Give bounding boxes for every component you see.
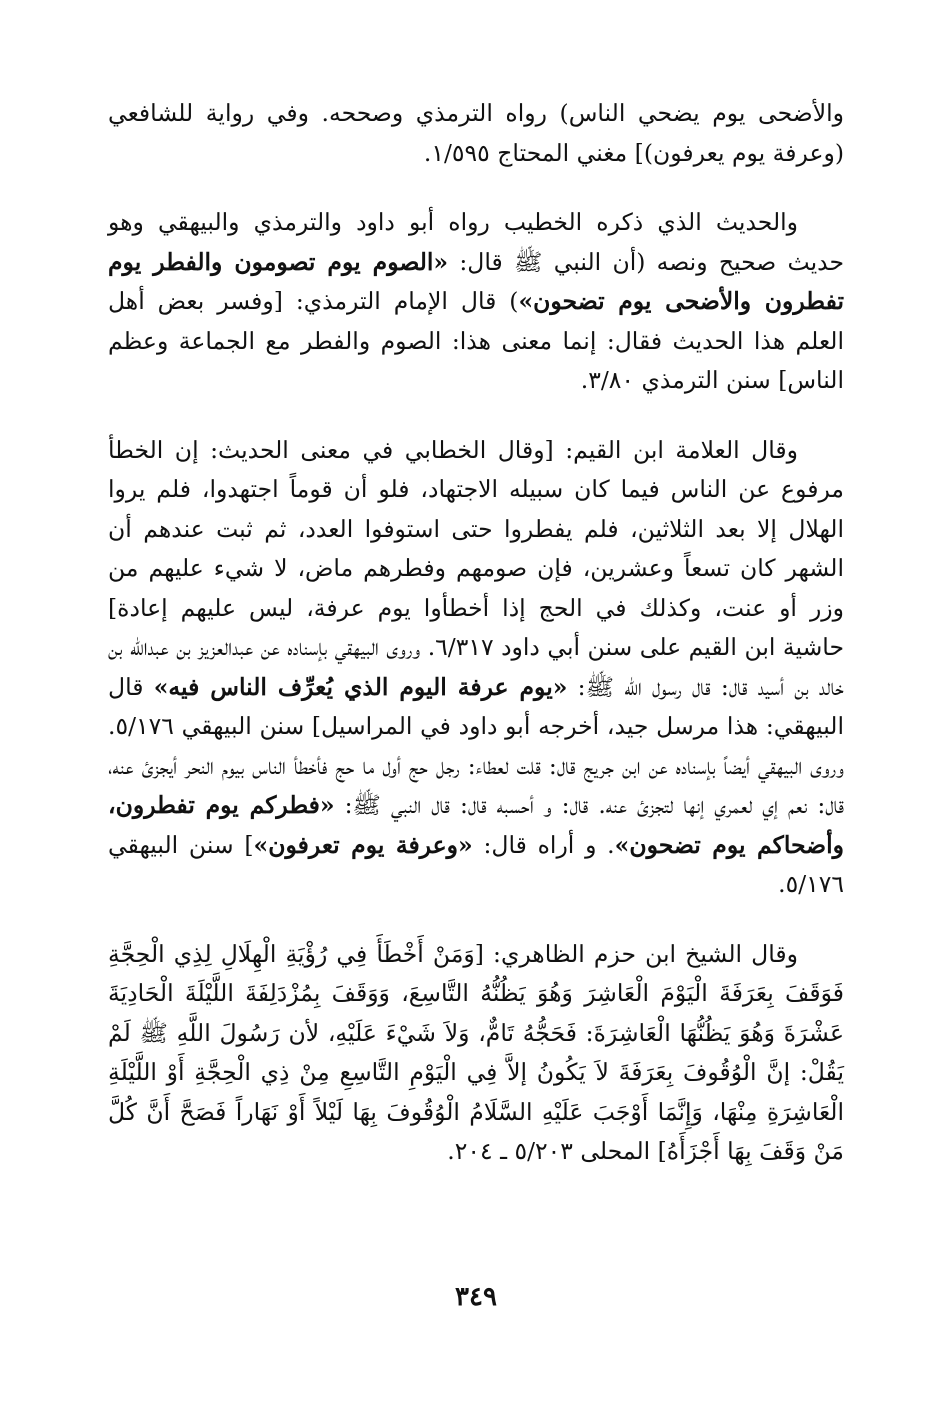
body-text: قال البيهقي: هذا مرسل جيد، أخرجه أبو داود في المراسيل] سنن البيهقي ٥/١٧٦. وروى البيهقي أيضاً بإسناده عن ابن جريج قال: قلت لعطاء: رجل حج أول ما حج فأخطأ الناس بيوم النحر أيجزئ عنه، قال: نعم إي لعمري إنها لتجزئ عنه. قال: و أحسبه قال: قال النبي ﷺ: bbox=[108, 672, 844, 819]
paragraph-3 bbox=[108, 431, 844, 905]
body-text: ] سنن البيهقي ٥/١٧٦. bbox=[108, 830, 844, 898]
body-text: والحديث الذي ذكره الخطيب رواه أبو داود والترمذي والبيهقي وهو حديث صحيح ونصه (أن النبي ﷺ قال: bbox=[108, 208, 844, 276]
quoted-hadith-text: «الصوم يوم تصومون والفطر يوم تفطرون والأضحى يوم تضحون» bbox=[108, 247, 845, 315]
body-text: . و أراه قال: bbox=[472, 830, 615, 859]
paragraph-4 bbox=[108, 935, 844, 1172]
body-text: وقال الشيخ ابن حزم الظاهري: [وَمَنْ أَخْطَأَ فِي رُؤْيَةِ الْهِلَالِ لِذِي الْحِجَّةِ فَوَقَفَ بِعَرَفَةَ الْيَوْمَ الْعَاشِرَ وَهُوَ يَظُنُّهُ التَّاسِعَ، وَوَقَفَ بِمُزْدَلِفَةَ اللَّيْلَةَ الْحَادِيَةَ عَشْرَةَ وَهُوَ يَظُنُّهَا الْعَاشِرَةَ: فَحَجُّهُ تَامٌّ، وَلاَ شَيْءَ عَلَيْهِ، لأن رَسُولَ اللَّهِ ﷺ لَمْ يَقُلْ: إنَّ الْوُقُوفَ بِعَرَفَةَ لاَ يَكُونُ إلاَّ فِي الْيَوْمِ التَّاسِعِ مِنْ ذِي الْحِجَّةِ أَوْ اللَّيْلَةِ الْعَاشِرَةِ مِنْهَا، وَإِنَّمَا أَوْجَبَ عَلَيْهِ السَّلَامُ الْوُقُوفَ بِهَا لَيْلاً أَوْ نَهَاراً فَصَحَّ أَنَّ كُلَّ مَنْ وَقَفَ بِهَا أَجْزَأَهُ] المحلى ٥/٢٠٣ ـ ٢٠٤. bbox=[108, 939, 844, 1165]
body-text: ) قال الإمام الترمذي: [وفسر بعض أهل العلم هذا الحديث فقال: إنما معنى هذا: الصوم والفطر مع الجماعة وعظم الناس] سنن الترمذي ٣/٨٠. bbox=[108, 287, 844, 394]
page-number: ٣٤٩ bbox=[455, 1282, 497, 1312]
paragraph-1 bbox=[108, 94, 844, 173]
paragraph-2 bbox=[108, 203, 844, 401]
quoted-hadith-text: «يوم عرفة اليوم الذي يُعرِّف الناس فيه» bbox=[153, 672, 568, 701]
page-body bbox=[108, 94, 844, 1202]
quoted-hadith-text: «فطركم يوم تفطرون، وأضحاكم يوم تضحون» bbox=[108, 791, 844, 859]
body-text: وقال العلامة ابن القيم: [وقال الخطابي في معنى الحديث: إن الخطأ مرفوع عن الناس فيما كان سبيله الاجتهاد، فلو أن قوماً اجتهدوا، فلم يروا الهلال إلا بعد الثلاثين، فلم يفطروا حتى استوفوا العدد، ثم ثبت عندهم أن الشهر كان تسعاً وعشرين، فإن صومهم وفطرهم ماض، لا شيء عليهم من وزر أو عنت، وكذلك في الحج إذا أخطأوا يوم عرفة، ليس عليهم إعادة] حاشية ابن القيم على سنن أبي داود ٦/٣١٧. وروى البيهقي بإسناده عن عبدالعزيز بن عبدالله بن خالد بن أسيد قال: قال رسول الله ﷺ: bbox=[108, 435, 844, 701]
quoted-hadith-text: «وعرفة يوم تعرفون» bbox=[253, 830, 473, 859]
body-text: والأضحى يوم يضحي الناس) رواه الترمذي وصححه. وفي رواية للشافعي (وعرفة يوم يعرفون)] مغني المحتاج ١/٥٩٥. bbox=[108, 99, 844, 167]
